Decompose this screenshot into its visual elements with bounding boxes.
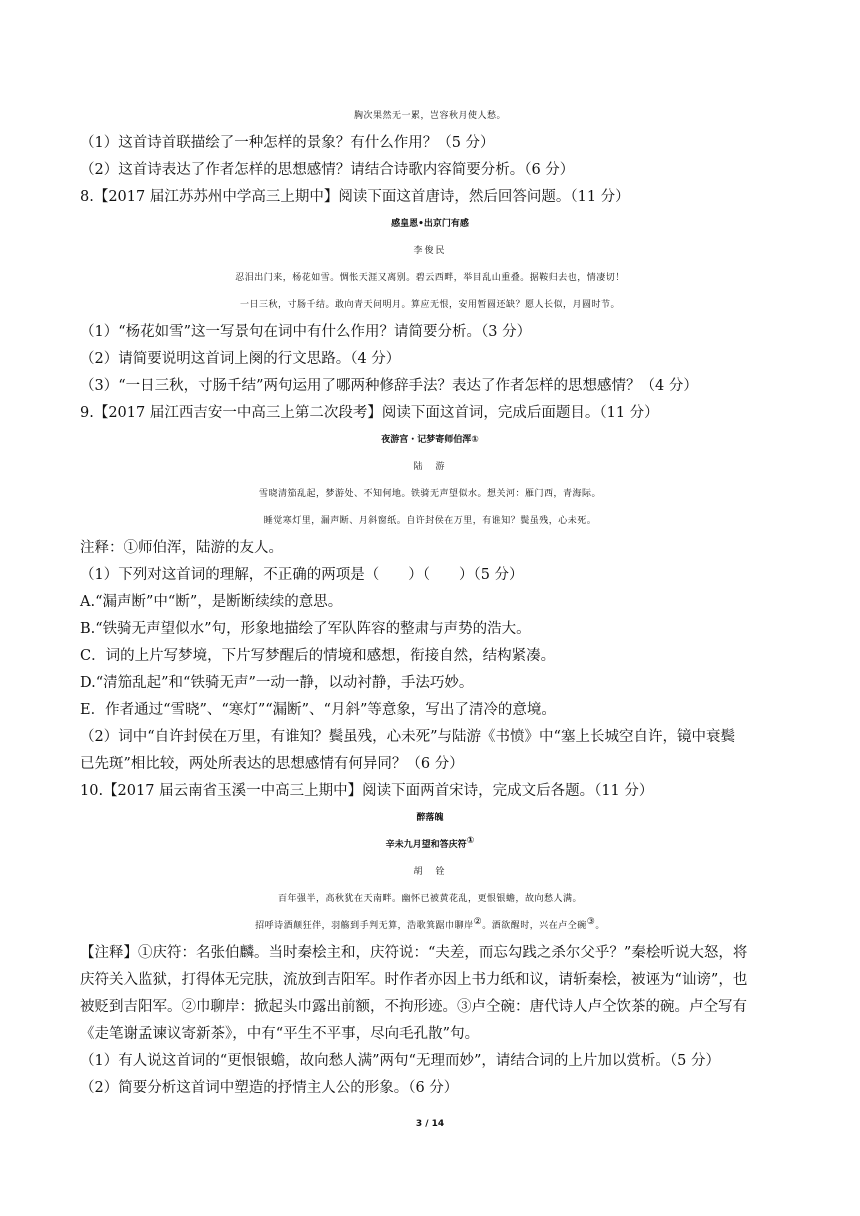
annotation: 【注释】①庆符：名张伯麟。当时秦桧主和，庆符说：“夫差，而忘勾践之杀尔父乎？”秦桧听说大怒，将 (80, 945, 748, 961)
question-item: （1）下列对这首词的理解，不正确的两项是（ ）（ ）（5 分） (80, 567, 524, 583)
annotation: 被贬到吉阳军。②巾聊岸：掀起头巾露出前额，不拘形迹。③卢仝碗：唐代诗人卢仝饮茶的碗。卢仝写有 (80, 999, 747, 1015)
question-item: （1）这首诗首联描绘了一种怎样的景象？有什么作用？（5 分） (80, 135, 495, 151)
poem-author: 胡 铨 (413, 867, 447, 877)
poem-title: 感皇恩•出京门有感 (391, 219, 469, 229)
poem-title: 夜游宫・记梦寄师伯浑① (381, 435, 479, 445)
question-item: （2）请简要说明这首词上阕的行文思路。（4 分） (80, 351, 401, 367)
poem-line (0, 916, 860, 936)
annotation: 注释：①师伯浑，陆游的友人。 (80, 540, 283, 556)
footnote-marker: ② (473, 917, 483, 927)
question-item: （1）有人说这首词的“更恨银蟾，故向愁人满”两句“无理而妙”，请结合词的上片加以赏析。（5 分） (80, 1053, 720, 1069)
poem-line-part: 招呼诗酒颠狂伴，羽觞到手判无算，浩歌箕踞巾聊岸 (255, 921, 474, 931)
answer-option: E．作者通过“雪晓”、“寒灯”“漏断”、“月斜”等意象，写出了清冷的意境。 (80, 702, 556, 718)
page-number: 3 / 14 (415, 1119, 445, 1129)
footnote-marker: ① (466, 836, 475, 846)
poem-line-part: 。 (595, 921, 605, 931)
poem-line: 睡觉寒灯里，漏声断、月斜窗纸。自许封侯在万里，有谁知？鬓虽残，心未死。 (263, 516, 597, 526)
annotation: 庆符关入监狱，打得体无完肤，流放到吉阳军。时作者亦因上书力纸和议，请斩秦桧，被诬为“讪谤”，也 (80, 972, 748, 988)
question-item: （2）词中“自许封侯在万里，有谁知？鬓虽残，心未死”与陆游《书愤》中“塞上长城空自许，镜中衰鬓 (80, 729, 735, 745)
poem-line-part: 。酒欲醒时，兴在卢仝碗 (482, 921, 587, 931)
answer-option: B.“铁骑无声望似水”句，形象地描绘了军队阵容的整肃与声势的浩大。 (80, 621, 531, 637)
answer-option: D.“清笳乱起”和“铁骑无声”一动一静，以动衬静，手法巧妙。 (80, 675, 474, 691)
poem-line: 一日三秋，寸肠千结。敢向青天问明月。算应无恨，安用暂圆还缺？愿人长似，月圆时节。 (239, 300, 620, 310)
poem-subtitle-text: 辛未九月望和答庆符 (385, 840, 467, 850)
poem-line: 忍泪出门来，杨花如雪。惆怅天涯又离别。碧云西畔，举目乱山重叠。据鞍归去也，情凄切！ (235, 273, 625, 283)
annotation: 《走笔谢孟谏议寄新茶》，中有“平生不平事，尽向毛孔散”句。 (80, 1026, 480, 1042)
question-heading: 8.【2017 届江苏苏州中学高三上期中】阅读下面这首唐诗，然后回答问题。（11 分） (80, 189, 630, 205)
answer-option: A.“漏声断”中“断”，是断断续续的意思。 (80, 594, 343, 610)
question-item: （3）“一日三秋，寸肠千结”两句运用了哪两种修辞手法？表达了作者怎样的思想感情？（4 分） (80, 378, 698, 394)
poem-subtitle (0, 835, 860, 855)
poem-line: 胸次果然无一累，岂容秋月使人愁。 (353, 111, 506, 121)
footnote-marker: ③ (586, 917, 596, 927)
poem-title: 醉落魄 (416, 813, 444, 823)
poem-line: 雪晓清笳乱起，梦游处、不知何地。铁骑无声望似水。想关河：雁门西，青海际。 (258, 489, 601, 499)
question-item: （2）简要分析这首词中塑造的抒情主人公的形象。（6 分） (80, 1080, 459, 1096)
poem-line: 百年强半，高秋犹在天南畔。幽怀已被黄花乱，更恨银蟾，故向愁人满。 (277, 894, 582, 904)
question-heading: 9.【2017 届江西吉安一中高三上第二次段考】阅读下面这首词，完成后面题目。（11 分） (80, 405, 659, 421)
answer-option: C．词的上片写梦境，下片写梦醒后的情境和感想，衔接自然，结构紧凑。 (80, 648, 556, 664)
question-item: （2）这首诗表达了作者怎样的思想感情？请结合诗歌内容简要分析。（6 分） (80, 162, 575, 178)
question-heading: 10.【2017 届云南省玉溪一中高三上期中】阅读下面两首宋诗，完成文后各题。（11 分） (80, 783, 654, 799)
poem-author: 陆 游 (413, 462, 447, 472)
poem-author: 李俊民 (413, 246, 447, 256)
question-item: （1）“杨花如雪”这一写景句在词中有什么作用？请简要分析。（3 分） (80, 324, 532, 340)
question-item-continued: 已先斑”相比较，两处所表达的思想感情有何异同？（6 分） (80, 756, 464, 772)
